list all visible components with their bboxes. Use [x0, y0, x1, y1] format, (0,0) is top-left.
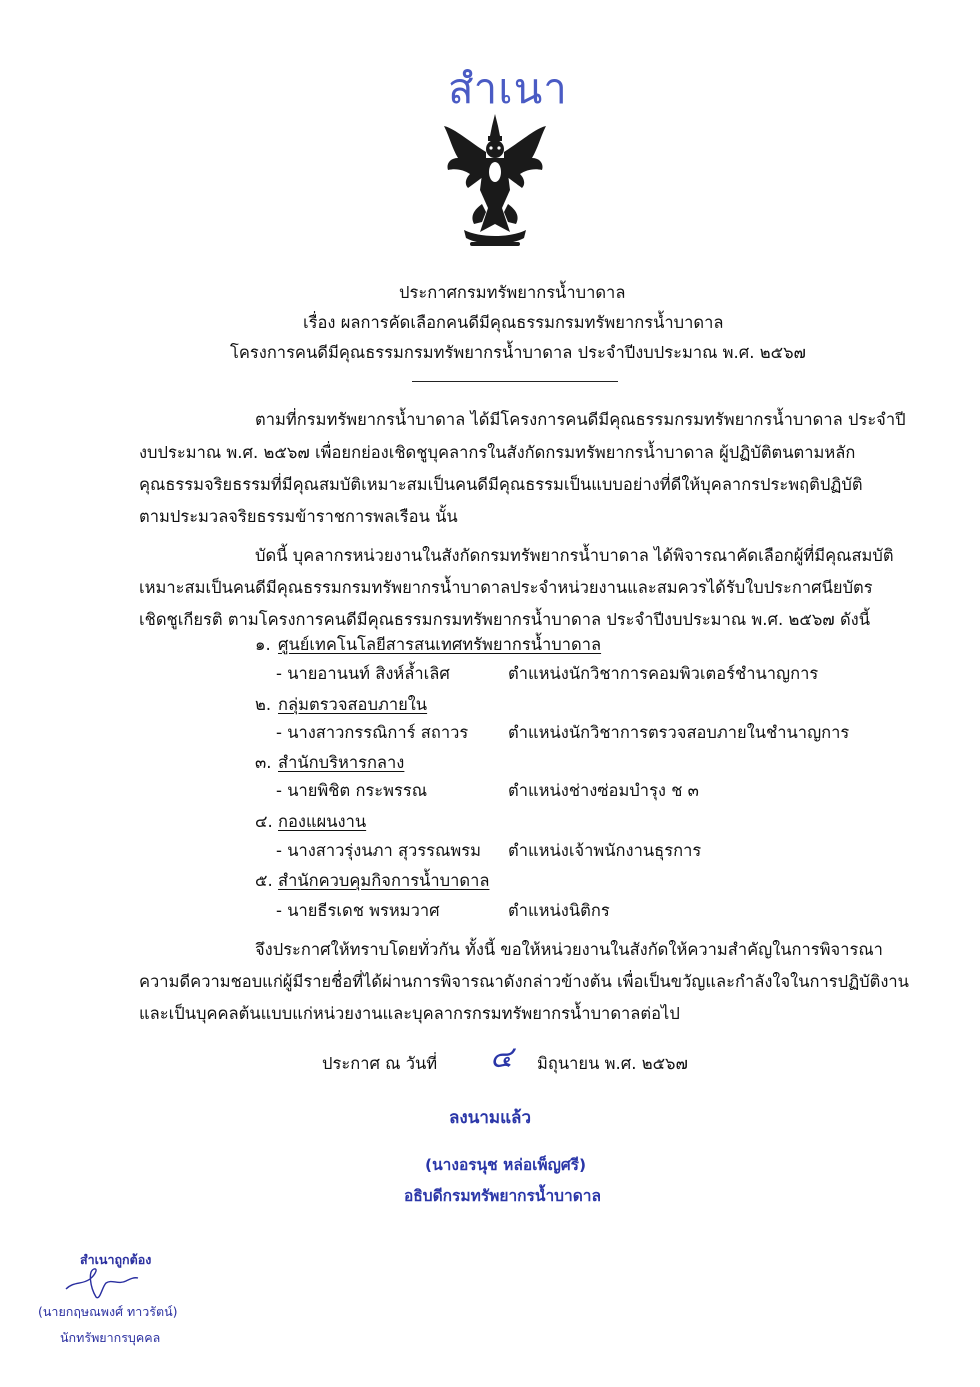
- unit-name: สำนักควบคุมกิจการน้ำบาดาล: [278, 871, 490, 890]
- unit-position: ตำแหน่งเจ้าพนักงานธุรการ: [508, 841, 702, 860]
- garuda-emblem-icon: [440, 112, 550, 252]
- unit-position: ตำแหน่งช่างซ่อมบำรุง ช ๓: [508, 781, 699, 800]
- para1-line: คุณธรรมจริยธรรมที่มีคุณสมบัติเหมาะสมเป็นคนดีมีคุณธรรมเป็นแบบอย่างที่ดีให้บุคลากรประพฤติปฏิบัติ: [139, 475, 863, 494]
- unit-name: สำนักบริหารกลาง: [278, 753, 405, 772]
- para1-line: ตามประมวลจริยธรรมข้าราชการพลเรือน นั้น: [139, 507, 458, 526]
- unit-position: ตำแหน่งนักวิชาการคอมพิวเตอร์ชำนาญการ: [508, 664, 819, 683]
- announcement-heading: ประกาศกรมทรัพยากรน้ำบาดาล: [399, 283, 626, 302]
- unit-position: ตำแหน่งนิติกร: [508, 901, 610, 920]
- para2-line: บัดนี้ บุคลากรหน่วยงานในสังกัดกรมทรัพยากรน้ำบาดาล ได้พิจารณาคัดเลือกผู้ที่มีคุณสมบัติ: [255, 546, 894, 565]
- unit-person: - นายพิชิต กระพรรณ: [276, 781, 428, 800]
- certifier-name: (นายกฤษณพงศ์ ทาวรัตน์): [38, 1304, 178, 1319]
- unit-number: ๔.: [255, 812, 273, 831]
- para3-line: และเป็นบุคคลต้นแบบแก่หน่วยงานและบุคลากรกรมทรัพยากรน้ำบาดาลต่อไป: [139, 1004, 680, 1023]
- header-divider: [412, 381, 618, 382]
- unit-person: - นายอานนท์ สิงห์ล้ำเลิศ: [276, 664, 450, 683]
- para2-line: เชิดชูเกียรติ ตามโครงการคนดีมีคุณธรรมกรมทรัพยากรน้ำบาดาล ประจำปีงบประมาณ พ.ศ. ๒๕๖๗ ดังนี้: [139, 610, 870, 629]
- handwritten-signature: [60, 1265, 140, 1303]
- certifier-title: นักทรัพยากรบุคคล: [60, 1330, 161, 1345]
- para3-line: จึงประกาศให้ทราบโดยทั่วกัน ทั้งนี้ ขอให้หน่วยงานในสังกัดให้ความสำคัญในการพิจารณา: [255, 940, 883, 959]
- unit-name: กองแผนงาน: [278, 812, 367, 831]
- certified-copy-label: สำเนาถูกต้อง: [80, 1252, 152, 1267]
- unit-position: ตำแหน่งนักวิชาการตรวจสอบภายในชำนาญการ: [508, 723, 850, 742]
- date-prefix: ประกาศ ณ วันที่: [322, 1054, 438, 1073]
- para2-line: เหมาะสมเป็นคนดีมีคุณธรรมกรมทรัพยากรน้ำบาดาลประจำหน่วยงานและสมควรได้รับใบประกาศนียบัตร: [139, 578, 873, 597]
- signed-note: ลงนามแล้ว: [449, 1108, 532, 1128]
- date-suffix: มิถุนายน พ.ศ. ๒๕๖๗: [537, 1054, 688, 1073]
- signatory-name: (นางอรนุช หล่อเพ็ญศรี): [425, 1156, 587, 1174]
- para1-line: ตามที่กรมทรัพยากรน้ำบาดาล ได้มีโครงการคนดีมีคุณธรรมกรมทรัพยากรน้ำบาดาล ประจำปี: [255, 410, 906, 429]
- unit-name: ศูนย์เทคโนโลยีสารสนเทศทรัพยากรน้ำบาดาล: [278, 635, 602, 654]
- unit-number: ๑.: [255, 635, 271, 654]
- unit-person: - นายธีรเดช พรหมวาศ: [276, 901, 440, 920]
- date-day: ๔: [490, 1040, 513, 1075]
- unit-number: ๒.: [255, 695, 272, 714]
- unit-number: ๓.: [255, 753, 272, 772]
- unit-name: กลุ่มตรวจสอบภายใน: [278, 695, 428, 714]
- para1-line: งบประมาณ พ.ศ. ๒๕๖๗ เพื่อยกย่องเชิดชูบุคลากรในสังกัดกรมทรัพยากรน้ำบาดาล ผู้ปฏิบัติตนตามหลัก: [139, 443, 856, 462]
- signatory-title: อธิบดีกรมทรัพยากรน้ำบาดาล: [404, 1187, 601, 1205]
- subject-line: เรื่อง ผลการคัดเลือกคนดีมีคุณธรรมกรมทรัพยากรน้ำบาดาล: [303, 313, 724, 332]
- project-line: โครงการคนดีมีคุณธรรมกรมทรัพยากรน้ำบาดาล ประจำปีงบประมาณ พ.ศ. ๒๕๖๗: [230, 343, 806, 362]
- unit-person: - นางสาวกรรณิการ์ สถาวร: [276, 723, 469, 742]
- unit-number: ๕.: [255, 871, 273, 890]
- unit-person: - นางสาวรุ่งนภา สุวรรณพรม: [276, 841, 481, 860]
- para3-line: ความดีความชอบแก่ผู้มีรายชื่อที่ได้ผ่านการพิจารณาดังกล่าวข้างต้น เพื่อเป็นขวัญและกำลังใจในการปฏิบัติงาน: [139, 972, 909, 991]
- copy-stamp: สำเนา: [448, 64, 568, 113]
